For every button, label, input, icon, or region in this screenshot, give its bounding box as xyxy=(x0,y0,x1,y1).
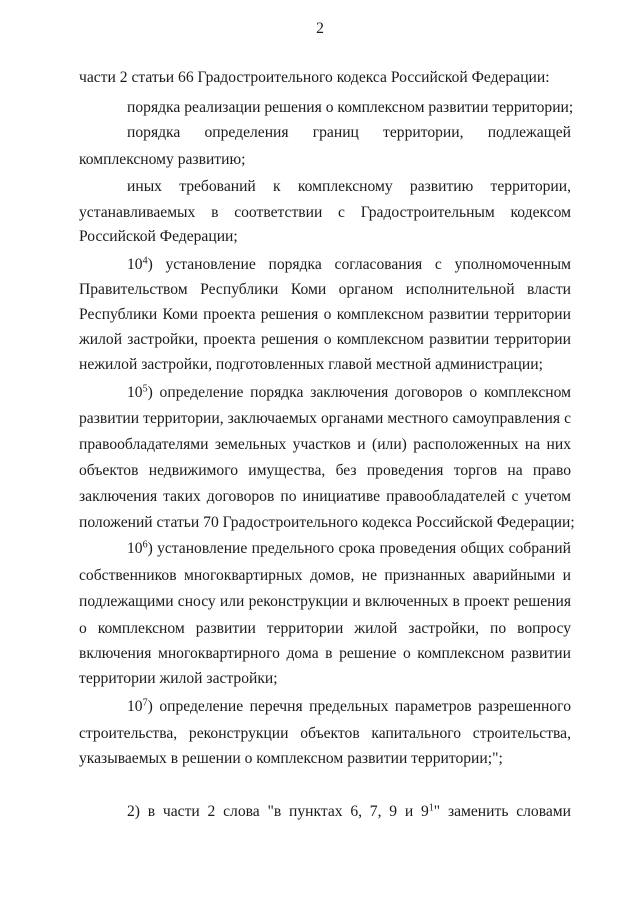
text-line: о комплексном развитии территории жилой застройки, по вопросу xyxy=(79,620,571,637)
text-line: 2) в части 2 слова "в пунктах 6, 7, 9 и 9 xyxy=(127,803,429,820)
text-line: Правительством Республики Коми органом исполнительной власти xyxy=(79,281,571,298)
text-line: порядка определения границ территории, подлежащей xyxy=(127,124,571,141)
text-line: правообладателями земельных участков и (или) расположенных на них xyxy=(79,436,571,453)
paragraph-10-6-first-line xyxy=(127,540,571,558)
text-line: нежилой застройки, подготовленных главой местной администрации; xyxy=(79,356,543,373)
text-line: порядка реализации решения о комплексном развитии территории; xyxy=(127,99,574,116)
paragraph-2-first-line xyxy=(127,803,571,821)
text-line: строительства, реконструкции объектов капитального строительства, xyxy=(79,725,571,742)
superscript: 1 xyxy=(428,802,434,814)
text-line: собственников многоквартирных домов, не признанных аварийными и xyxy=(79,567,571,584)
paragraph-10-7-first-line xyxy=(127,698,571,716)
text-line: иных требований к комплексному развитию территории, xyxy=(127,178,571,195)
text-line: положений статьи 70 Градостроительного кодекса Российской Федерации; xyxy=(79,514,575,531)
superscript: 6 xyxy=(142,539,148,551)
text-line: " заменить словами xyxy=(433,803,571,820)
item-number: 10 xyxy=(127,698,143,715)
text-line: ) установление предельного срока проведения общих собраний xyxy=(147,540,571,557)
paragraph-10-5-first-line xyxy=(127,384,571,402)
text-line: подлежащими сносу или реконструкции и включенных в проект решения xyxy=(79,593,571,610)
text-line: объектов недвижимого имущества, без проведения торгов на право xyxy=(79,462,571,479)
text-line: ) установление порядка согласования с уполномоченным xyxy=(147,256,571,273)
text-line: территории жилой застройки; xyxy=(79,670,278,687)
superscript: 5 xyxy=(142,383,148,395)
text-line: заключения таких договоров по инициативе правообладателей с учетом xyxy=(79,488,571,505)
item-number: 10 xyxy=(127,384,143,401)
text-line: ) определение перечня предельных параметров разрешенного xyxy=(147,698,571,715)
text-line: части 2 статьи 66 Градостроительного кодекса Российской Федерации: xyxy=(79,69,550,86)
text-line: ) определение порядка заключения договоров о комплексном xyxy=(147,384,571,401)
text-line: устанавливаемых в соответствии с Градостроительным кодексом xyxy=(79,204,571,221)
paragraph-10-4-first-line xyxy=(127,256,571,274)
text-line: Республики Коми проекта решения о комплексном развитии территории xyxy=(79,306,571,323)
text-line: указываемых в решении о комплексном развитии территории;"; xyxy=(79,750,503,767)
item-number: 10 xyxy=(127,256,143,273)
text-line: включения многоквартирного дома в решение о комплексном развитии xyxy=(79,645,571,662)
text-line: жилой застройки, проекта решения о комплексном развитии территории xyxy=(79,331,571,348)
text-line: Российской Федерации; xyxy=(79,228,238,245)
text-line: комплексному развитию; xyxy=(79,151,246,168)
page-number: 2 xyxy=(316,20,324,37)
text-line: развитии территории, заключаемых органами местного самоуправления с xyxy=(79,410,571,427)
superscript: 4 xyxy=(142,255,148,267)
item-number: 10 xyxy=(127,540,143,557)
superscript: 7 xyxy=(142,697,148,709)
